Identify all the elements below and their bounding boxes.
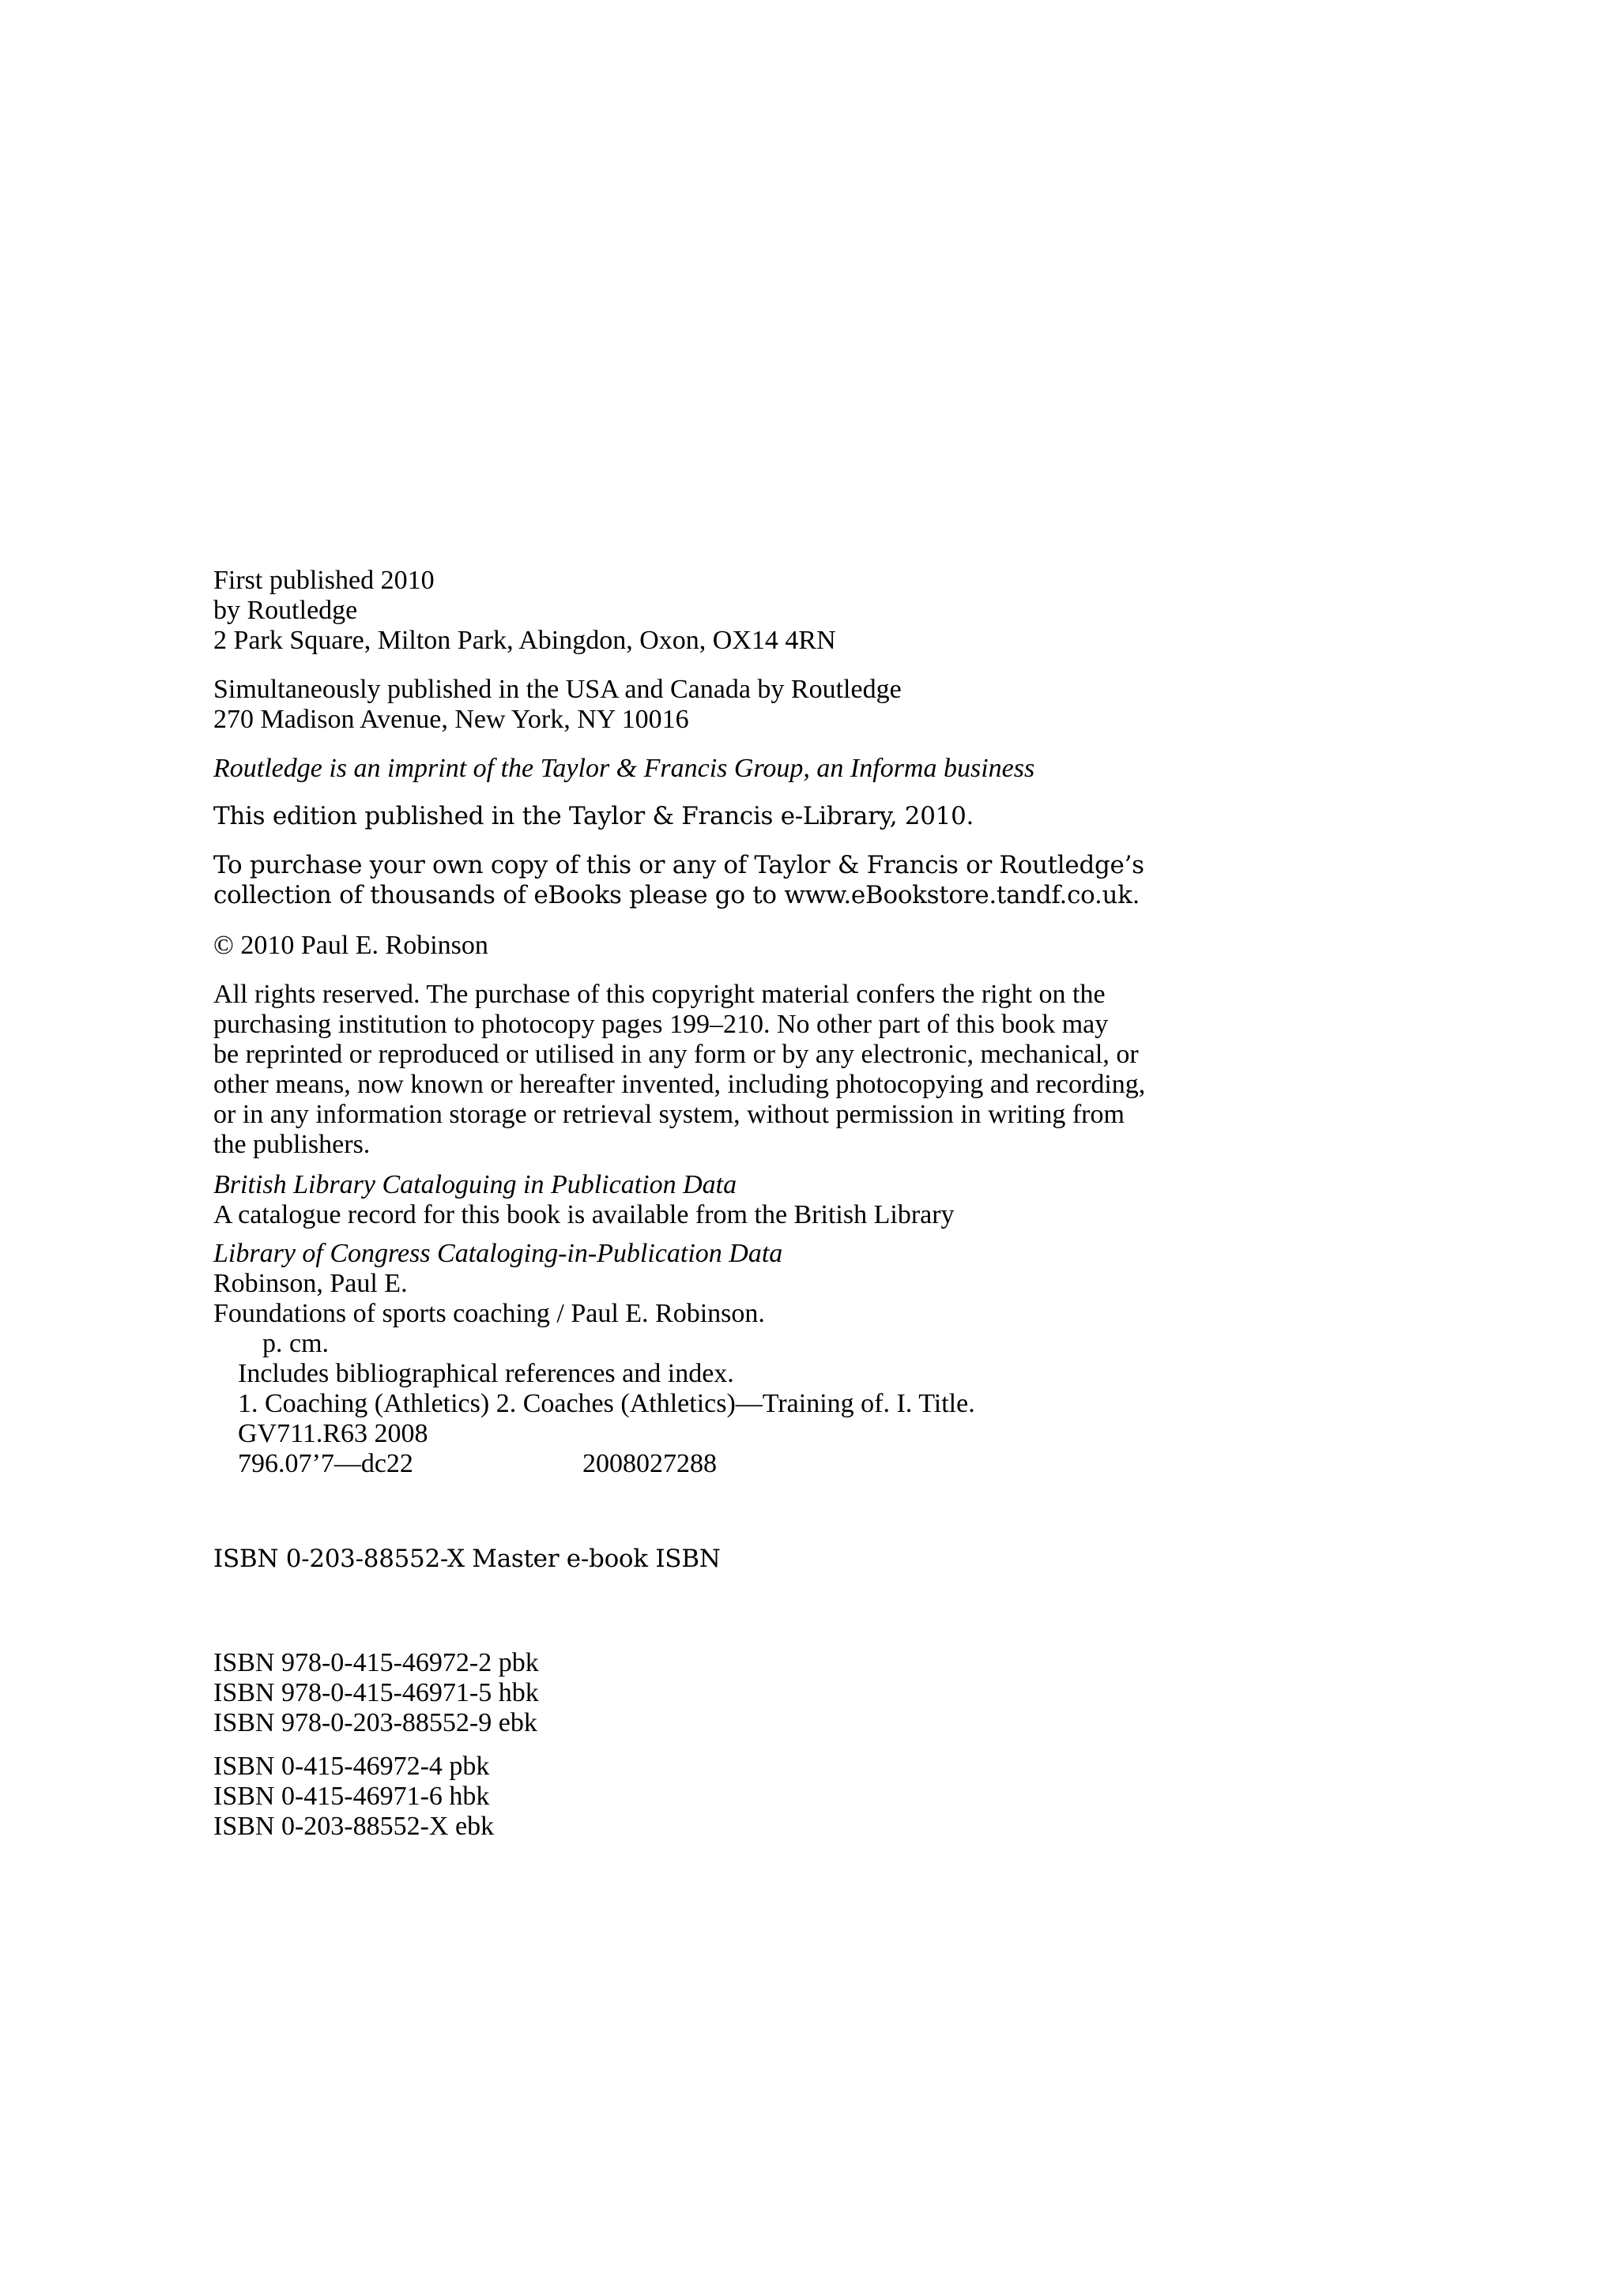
- text-line: by Routledge: [213, 596, 358, 625]
- text-line: First published 2010: [213, 566, 435, 595]
- text-line: A catalogue record for this book is available from the British Library: [213, 1200, 955, 1229]
- text-line: © 2010 Paul E. Robinson: [213, 931, 488, 960]
- loc-title-line: Foundations of sports coaching / Paul E. Robinson.: [213, 1299, 765, 1328]
- loc-collation-line: p. cm.: [262, 1329, 330, 1358]
- text-line: 270 Madison Avenue, New York, NY 10016: [213, 705, 689, 734]
- text-line: This edition published in the Taylor & Francis e-Library, 2010.: [213, 802, 974, 830]
- loc-cip-heading: Library of Congress Cataloging-in-Publication Data: [213, 1239, 783, 1268]
- text-line: or in any information storage or retrieval system, without permission in writing from: [213, 1100, 1125, 1129]
- elibrary-edition-note: [213, 801, 974, 831]
- text-line: 2 Park Square, Milton Park, Abingdon, Oxon, OX14 4RN: [213, 626, 836, 655]
- loc-control-number: 2008027288: [582, 1449, 717, 1478]
- isbn-line: ISBN 0-415-46971-6 hbk: [213, 1782, 490, 1811]
- master-ebook-isbn-line: [213, 1544, 721, 1574]
- isbn-line: ISBN 0-203-88552-X ebk: [213, 1812, 495, 1841]
- copyright-line: [213, 931, 488, 961]
- text-line: Simultaneously published in the USA and Canada by Routledge: [213, 675, 902, 704]
- dewey-number: 796.07’7—dc22: [238, 1449, 413, 1478]
- text-line: the publishers.: [213, 1130, 371, 1159]
- isbn10-list: [213, 1752, 494, 1842]
- isbn-line: ISBN 978-0-203-88552-9 ebk: [213, 1708, 537, 1737]
- text-line: collection of thousands of eBooks please go to www.eBookstore.tandf.co.uk.: [213, 881, 1140, 909]
- loc-note-line: Includes bibliographical references and index.: [238, 1359, 734, 1388]
- library-of-congress-cip-block: [213, 1239, 975, 1479]
- ebookstore-note: [213, 850, 1144, 910]
- loc-author-line: Robinson, Paul E.: [213, 1269, 408, 1298]
- text-line: be reprinted or reproduced or utilised in any form or by any electronic, mechanical, or: [213, 1040, 1139, 1069]
- isbn-line: ISBN 978-0-415-46971-5 hbk: [213, 1678, 539, 1707]
- text-line: ISBN 0-203-88552-X Master e-book ISBN: [213, 1545, 721, 1573]
- text-line: other means, now known or hereafter invented, including photocopying and recording,: [213, 1070, 1146, 1099]
- isbn-line: ISBN 0-415-46972-4 pbk: [213, 1752, 490, 1781]
- loc-subjects-line: 1. Coaching (Athletics) 2. Coaches (Athletics)—Training of. I. Title.: [238, 1389, 975, 1418]
- isbn-line: ISBN 978-0-415-46972-2 pbk: [213, 1648, 539, 1677]
- isbn13-list: [213, 1648, 539, 1738]
- loc-classification-line: GV711.R63 2008: [238, 1419, 428, 1448]
- us-publication-block: [213, 675, 902, 735]
- text-line: Routledge is an imprint of the Taylor & Francis Group, an Informa business: [213, 754, 1035, 783]
- publication-block: [213, 566, 836, 656]
- text-line: All rights reserved. The purchase of this copyright material confers the right on the: [213, 980, 1106, 1009]
- text-line: purchasing institution to photocopy pages 199–210. No other part of this book may: [213, 1010, 1109, 1039]
- british-library-cip-heading: British Library Cataloguing in Publication Data: [213, 1170, 737, 1199]
- imprint-note: [213, 754, 1034, 784]
- text-line: To purchase your own copy of this or any of Taylor & Francis or Routledge’s: [213, 851, 1144, 879]
- rights-paragraph: [213, 980, 1145, 1160]
- british-library-cip-block: [213, 1170, 955, 1230]
- loc-dewey-line: [213, 1449, 975, 1479]
